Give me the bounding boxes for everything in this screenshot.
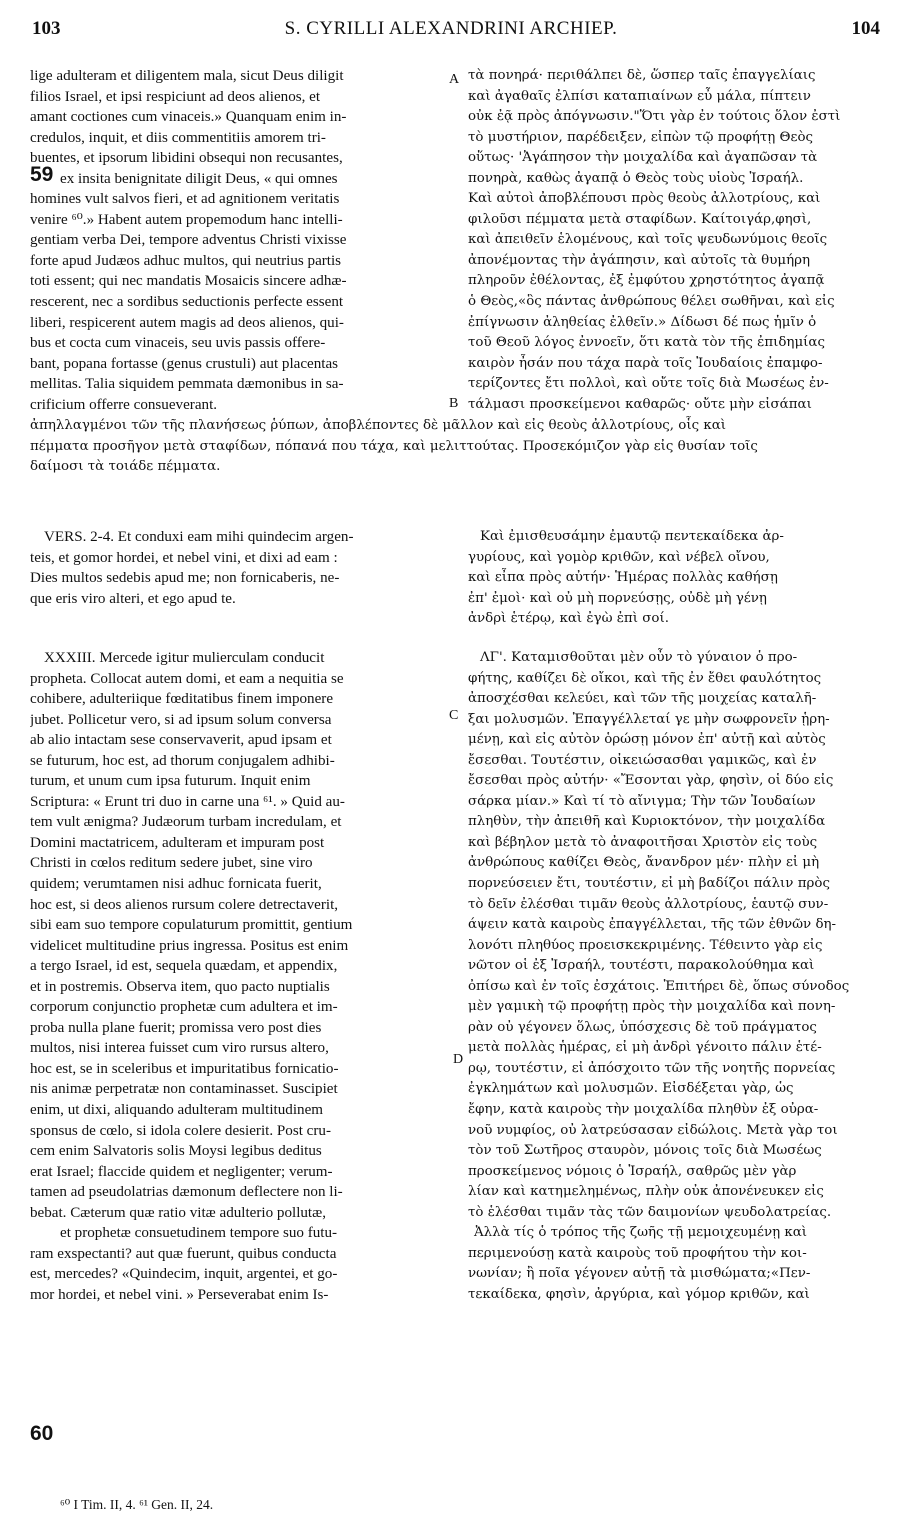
text-line: πέμματα προσῆγον μετὰ σταφίδων, πόπανά που τάχα, καὶ μελιττούτας. Προσεκόμιζον γὰρ εἰς θυσίαν τοῖς (30, 438, 758, 454)
text-line: multos, nisi interea fuisset cum viro rursus altero, (30, 1040, 329, 1057)
text-line: lige adulteram et diligentem mala, sicut Deus diligit (30, 68, 344, 84)
text-line: μένῃ, καὶ εἰς αὐτὸν ὁρώσῃ μόνον ἐπ' αὐτῇ καὶ αὐτὸς (468, 732, 826, 748)
section-number-59: 59 (30, 163, 54, 186)
text-line: se futurum, hoc est, ad thorum conjugalem adhibi- (30, 752, 335, 769)
text-line: φήτης, καθίζει δὲ οἴκοι, καὶ τῆς ἐν ἔθει φαυλότητος (468, 670, 822, 686)
text-line: πονηρὰ, καθὼς ἀγαπᾷ ὁ Θεὸς τοὺς υἱοὺς Ἰσραήλ. (468, 170, 804, 186)
text-line: filios Israel, et ipsi respiciunt ad deos alienos, et (30, 88, 321, 105)
text-line: φιλοῦσι πέμματα μετὰ σταφίδων. Καίτοιγάρ,φησὶ, (468, 211, 812, 227)
text-line: ὀπίσω καὶ ἐν τοῖς ἐσχάτοις. Ἐπιτήρει δὲ, ὅπως σύνοδος (468, 978, 850, 994)
text-line: erat Israel; flaccide quidem et negligenter; verum- (30, 1163, 333, 1180)
text-line: ex insita benignitate diligit Deus, « qui omnes (60, 170, 338, 187)
text-line: hoc est, se in sceleribus et impuritatibus fornicatio- (30, 1060, 339, 1077)
text-line: est, mercedes? «Quindecim, inquit, argentei, et go- (30, 1266, 338, 1283)
text-line: τοῦ Θεοῦ λόγος ἐννοεῖν, ὅτι κατὰ τὸν τῆς ἐπιδημίας (468, 335, 825, 351)
text-line: bebat. Cæterum quæ ratio vitæ adulterio pollutæ, (30, 1204, 326, 1221)
text-line: ἐπ' ἐμοὶ· καὶ οὐ μὴ πορνεύσῃς, οὐδὲ μὴ γένῃ (468, 590, 767, 606)
text-line: ἐγκλημάτων καὶ μολυσμῶν. Εἰσδέξεται γὰρ, ὡς (468, 1081, 794, 1097)
text-line: sponsus de cœlo, si idola colere desierit. Post cru- (30, 1122, 331, 1139)
text-line: ἀνδρὶ ἑτέρῳ, καὶ ἐγὼ ἐπὶ σοί. (468, 611, 669, 627)
text-line: καιρὸν ἦσάν που τάχα παρὰ τοῖς Ἰουδαίοις ἐπαμφο- (468, 355, 823, 371)
text-line: tem vult ænigma? Judæorum turbam incredulam, et (30, 814, 342, 831)
text-line: πληθὺν, τὴν ἀπειθῆ καὶ Κυριοκτόνον, τὴν μοιχαλίδα (468, 814, 826, 830)
text-line: ΛΓ'. Καταμισθοῦται μὲν οὖν τὸ γύναιον ὁ προ- (480, 650, 798, 665)
text-line: τεκαίδεκα, φησὶν, ἀργύρια, καὶ γόμορ κριθῶν, καὶ (468, 1286, 810, 1302)
text-line: ξαι μολυσμῶν. Ἐπαγγέλλεταί γε μὴν σωφρονεῖν ᾑρη- (468, 711, 830, 727)
text-line: nis animæ perpetratæ non contaminasset. Suscipiet (30, 1081, 338, 1098)
text-line: hoc est, si deos alienos rursum colere detrectaverit, (30, 896, 339, 913)
latin-column-section-1 (30, 66, 442, 415)
margin-marker-a: A (449, 72, 460, 87)
text-line: ὁ Θεὸς,«ὃς πάντας ἀνθρώπους θέλει σωθῆναι, καὶ εἰς (468, 294, 835, 310)
section-number-60: 60 (30, 1422, 54, 1445)
text-line: οὕτως· 'Ἀγάπησον τὴν μοιχαλίδα καὶ ἀγαπῶσαν τὰ (468, 150, 818, 166)
margin-marker-d: D (453, 1052, 464, 1067)
latin-column-section-2 (30, 648, 442, 1306)
text-line: toti essent; qui nec mandatis Mosaicis sincere adhæ- (30, 273, 347, 290)
text-line: venire ⁶⁰.» Habent autem propemodum hanc intelli- (30, 211, 343, 228)
text-line: νῶτον οἱ ἐξ Ἰσραήλ, τουτέστι, παρακολούθημα καὶ (468, 958, 815, 974)
text-line: τὸ δεῖν ἐλέσθαι τιμᾶν θεοὺς ἀλλοτρίους, ἑαυτῷ συν- (468, 896, 829, 912)
text-line: νοῦ νυμφίος, οὐ λατρεύσασαν εἰδώλοις. Μετὰ γὰρ τοι (468, 1122, 838, 1138)
text-line: ἀνθρώπους καθίζει Θεὸς, ἄνανδρον μέν· πλὴν εἰ μὴ (468, 855, 820, 871)
text-line: ἀποσχέσθαι κελεύει, καὶ τῶν τῆς μοιχείας καταλῆ- (468, 691, 817, 707)
text-line: propheta. Collocat autem domi, et eam a nequitia se (30, 670, 344, 687)
text-line: XXXIII. Mercede igitur mulierculam conducit (44, 650, 325, 666)
text-line: rescerent, nec a sordibus seductionis perfecte essent (30, 294, 344, 311)
text-line: πορνεύσειεν ἔτι, τουτέστιν, εἰ μὴ βαδίζοι πάλιν πρὸς (468, 876, 830, 892)
text-line: νωνίαν; ἢ ποῖα γέγονεν αὐτῇ τὰ μισθώματα;«Πεν- (468, 1266, 811, 1282)
text-line: Καὶ ἐμισθευσάμην ἐμαυτῷ πεντεκαίδεκα ἀρ- (480, 529, 784, 544)
text-line: proba nulla plane fuerit; promissa vero post dies (30, 1019, 322, 1036)
margin-marker-b: B (449, 396, 459, 411)
text-line: οὐκ ἐᾷ πρὸς ἀπόγνωσιν."Ὅτι γὰρ ἐν τούτοις ὅλον ἐστὶ (468, 109, 841, 125)
footnotes: ⁶⁰ I Tim. II, 4. ⁶¹ Gen. II, 24. (60, 1497, 214, 1512)
page-header (0, 12, 902, 42)
text-line: πληροῦν ἐθέλοντας, ἐξ ἐμφύτου χρηστότητος ἀγαπᾷ (468, 273, 825, 289)
text-line: et in postremis. Observa item, quo pacto nuptialis (30, 978, 330, 995)
text-line: σάρκα μίαν.» Καὶ τί τὸ αἴνιγμα; Τὴν τῶν Ἰουδαίων (468, 793, 816, 809)
text-line: ab alio intactam sese conservaverit, apud ipsam et (30, 732, 332, 749)
text-line: καὶ ἀπειθεῖν ἑλομένους, καὶ τοῖς ψευδωνύμοις θεοῖς (468, 232, 828, 248)
text-line: tamen ad pseudolatrias dæmonum deflectere non li- (30, 1184, 343, 1201)
text-line: δαίμοσι τὰ τοιάδε πέμματα. (30, 459, 221, 474)
text-line: que eris viro alteri, et ego apud te. (30, 590, 236, 607)
text-line: γυρίους, καὶ γομὸρ κριθῶν, καὶ νέβελ οἴνου, (468, 549, 770, 565)
text-line: τάλμασι προσκείμενοι καθαρῶς· οὔτε μὴν εἰσάπαι (468, 396, 812, 412)
latin-verse (30, 527, 442, 609)
text-line: gentiam verba Dei, tempore adventus Christi vixisse (30, 232, 347, 249)
text-line: ἔσεσθαι. Τουτέστιν, οἰκειώσασθαι γαμικῶς, καὶ ἐν (468, 752, 817, 768)
text-line: amant coctiones cum vinaceis.» Quanquam enim in- (30, 109, 347, 126)
text-line: VERS. 2-4. Et conduxi eam mihi quindecim argen- (44, 529, 354, 545)
text-line: τὰ πονηρά· περιθάλπει δὲ, ὥσπερ ταῖς ἐπαγγελίαις (468, 68, 816, 83)
text-line: τερίζοντες ἔτι πολλοὶ, καὶ οὔτε τοῖς διὰ Μωσέως ἐν- (468, 376, 829, 392)
greek-column-section-2 (468, 648, 880, 1306)
running-title: S. CYRILLI ALEXANDRINI ARCHIEP. (284, 18, 618, 39)
text-line: καὶ εἶπα πρὸς αὐτήν· Ἡμέρας πολλὰς καθήσῃ (468, 570, 778, 586)
text-line: cohibere, adulteriique fœditatibus finem imponere (30, 691, 334, 708)
text-line: Ἀλλὰ τίς ὁ τρόπος τῆς ζωῆς τῇ μεμοιχευμένῃ καὶ (474, 1225, 808, 1241)
text-line: forte apud Judæos adhuc multos, qui neutrius partis (30, 252, 342, 269)
page-number-left: 103 (32, 18, 61, 39)
text-line: τὸν τοῦ Σωτῆρος σταυρὸν, μόνοις τοῖς διὰ Μωσέως (468, 1143, 822, 1159)
text-line: λονότι πληθύος προεισκεκριμένης. Τέθειντο γὰρ εἰς (468, 937, 823, 953)
text-line: καὶ ἀγαθαῖς ἐλπίσι καταπιαίνων εὖ μάλα, πίπτειν (468, 88, 811, 104)
page-number-right: 104 (851, 18, 880, 39)
text-line: ἐπίγνωσιν ἀληθείας ἐλθεῖν.» Δίδωσι δέ πως ἡμῖν ὁ (468, 314, 817, 330)
text-line: ram exspectanti? aut quæ fuerunt, quibus conducta (30, 1245, 337, 1262)
text-line: μὲν γαμικὴ τῷ προφήτῃ πρὸς τὴν μοιχαλίδα καὶ πονη- (468, 999, 836, 1015)
text-line: τὸ μυστήριον, παρέδειξεν, εἰπὼν τῷ προφήτῃ Θεὸς (468, 129, 814, 145)
text-line: τὸ ἑλέσθαι τιμᾶν τὰς τῶν δαιμονίων ψευδολατρείας. (468, 1204, 832, 1220)
text-line: a tergo Israel, id est, sequela quædam, et appendix, (30, 958, 338, 975)
text-line: ρὰν οὐ γέγονεν ὅλως, ὑπόσχεσις δὲ τοῦ πράγματος (468, 1019, 817, 1035)
text-line: Domini mactatricem, adulteram et impuram post (30, 834, 325, 851)
greek-verse (468, 527, 880, 630)
text-line: jubet. Pollicetur vero, si ad ipsum solum conversa (30, 711, 332, 728)
text-line: Καὶ αὐτοὶ ἀποβλέπουσι πρὸς θεοὺς ἀλλοτρίους, καὶ (468, 191, 821, 207)
text-line: teis, et gomor hordei, et nebel vini, et dixi ad eam : (30, 549, 338, 566)
text-line: λίαν καὶ κατημελημένως, πλὴν οὐκ ἀπονένευκεν εἰς (468, 1184, 824, 1200)
text-line: enim, ut dixi, aliquando adulteram multitudinem (30, 1102, 324, 1119)
text-line: sibi eam suo tempore copulaturum promittit, gentium (30, 917, 353, 934)
text-line: quidem; verumtamen nisi adhuc fornicata fuerit, (30, 876, 322, 893)
greek-full-width-text (30, 416, 876, 478)
greek-column-section-1 (468, 66, 880, 415)
text-line: ἀπονέμοντας τὴν ἀγάπησιν, καὶ αὐτοῖς τὰ θυμήρη (468, 252, 810, 268)
text-line: Christi in cœlos reditum sedere jubet, sine viro (30, 855, 313, 872)
margin-marker-c: C (449, 708, 459, 723)
text-line: videlicet multitudine prius ingressa. Positus est enim (30, 937, 349, 954)
text-line: προσκείμενος νόμοις ὁ Ἰσραήλ, σαθρῶς μὲν γὰρ (468, 1163, 797, 1179)
text-line: ἔφην, κατὰ καιροὺς τὴν μοιχαλίδα πληθὺν ἐξ οὐρα- (468, 1102, 819, 1118)
text-line: mor hordei, et nebel vini. » Perseverabat enim Is- (30, 1286, 329, 1303)
text-line: turum, et unum cum ipsa futurum. Inquit enim (30, 773, 311, 790)
text-line: ἔσεσθαι πρὸς αὐτήν· «Ἔσονται γὰρ, φησὶν, οἱ δύο εἰς (468, 773, 834, 789)
text-line: άψειν κατὰ καιροὺς ἐπαγγέλλεται, τῆς τῶν ἐθνῶν δη- (468, 917, 837, 933)
text-line: Scriptura: « Erunt tri duo in carne una ⁶¹. » Quid au- (30, 793, 345, 810)
text-line: corporum conjunctio prophetæ cum adultera et im- (30, 999, 338, 1016)
text-line: cem enim Salvatoris solis Moysi legibus deditus (30, 1143, 322, 1160)
text-line: bus et cocta cum vinaceis, seu uvis passis offere- (30, 335, 326, 352)
text-line: liberi, respicerent autem magis ad deos alienos, qui- (30, 314, 344, 331)
text-line: buentes, et ipsorum libidini obsequi non recusantes, (30, 150, 343, 167)
text-line: μετὰ πολλὰς ἡμέρας, εἰ μὴ ἀνδρὶ γένοιτο πάλιν ἑτέ- (468, 1040, 822, 1056)
text-line: crificium offerre consueverant. (30, 396, 218, 413)
text-line: περιμενούσῃ κατὰ καιροὺς τοῦ προφήτου τὴν κοι- (468, 1245, 807, 1261)
text-line: mellitas. Talia siquidem pemmata dæmonibus in sa- (30, 376, 344, 393)
text-line: ρῳ, τουτέστιν, εἰ ἀπόσχοιτο τῶν τῆς νοητῆς πορνείας (468, 1060, 836, 1076)
text-line: credulos, inquit, et diis commentitiis amorem tri- (30, 129, 326, 146)
text-line: καὶ βέβηλον μετὰ τὸ ἀναφοιτῆσαι Χριστὸν εἰς τοὺς (468, 834, 818, 850)
text-line: Dies multos sedebis apud me; non fornicaberis, ne- (30, 570, 340, 587)
text-line: bant, popana fortasse (genus crustuli) aut placentas (30, 355, 339, 372)
text-line: et prophetæ consuetudinem tempore suo futu- (60, 1225, 338, 1242)
text-line: homines vult salvos fieri, et ad agnitionem veritatis (30, 191, 340, 208)
text-line: ἀπηλλαγμένοι τῶν τῆς πλανήσεως ῥύπων, ἀποβλέποντες δὲ μᾶλλον καὶ εἰς θεοὺς ἀλλοτρίους, οἷς καὶ (30, 418, 727, 433)
